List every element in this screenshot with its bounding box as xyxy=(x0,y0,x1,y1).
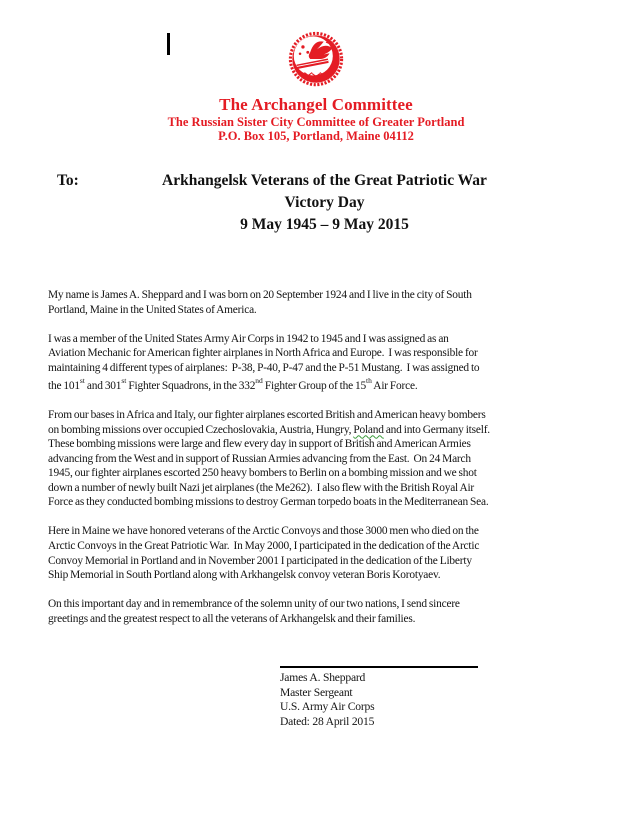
recipient-block xyxy=(57,170,592,235)
body-line xyxy=(48,539,600,554)
signature-date: Dated: 28 April 2015 xyxy=(280,714,375,728)
body-line xyxy=(48,568,600,583)
text-segment: 1945, our fighter airplanes escorted 250 heavy bombers to Berlin on a bombing mission and we shot xyxy=(48,467,477,480)
body-line xyxy=(48,288,600,303)
body-line xyxy=(48,332,600,347)
body-line xyxy=(48,495,600,510)
recipient-line-2: Victory Day xyxy=(284,193,365,211)
paragraph xyxy=(48,524,600,582)
text-segment: Arctic Convoys in the Great Patriotic War. In May 2000, I participated in the dedication of the Arctic xyxy=(48,539,480,552)
text-segment: From our bases in Africa and Italy, our fighter airplanes escorted British and American heavy bombers xyxy=(48,409,486,422)
body-line xyxy=(48,466,600,481)
body-line xyxy=(48,303,600,318)
organization-title: The Archangel Committee xyxy=(219,95,413,114)
text-segment: Aviation Mechanic for American fighter airplanes in North Africa and Europe. I was responsible for xyxy=(48,347,478,360)
text-segment: Force as they conducted bombing missions to destroy German torpedo boats in the Mediterranean Sea. xyxy=(48,496,489,509)
text-segment: and into Germany itself. xyxy=(383,423,490,436)
text-segment: On this important day and in remembrance of the solemn unity of our two nations, I send sincere xyxy=(48,598,460,611)
text-segment: Here in Maine we have honored veterans of the Arctic Convoys and those 3000 men who died on the xyxy=(48,525,479,538)
recipient-line-3: 9 May 1945 – 9 May 2015 xyxy=(240,215,409,233)
paragraph xyxy=(48,408,600,510)
body-line xyxy=(48,554,600,569)
text-segment: Fighter Squadrons, in the 332 xyxy=(126,380,256,393)
signatory-rank: Master Sergeant xyxy=(280,685,353,699)
text-segment: on bombing missions over occupied Czechoslovakia, Austria, Hungry, xyxy=(48,423,354,436)
text-segment: Fighter Group of the 15 xyxy=(262,380,367,393)
text-segment: My name is James A. Sheppard and I was born on 20 September 1924 and I live in the city of South xyxy=(48,289,472,301)
text-segment: These bombing missions were large and flew every day in support of British and American Armies xyxy=(48,438,471,451)
signatory-service: U.S. Army Air Corps xyxy=(280,700,375,714)
body-line xyxy=(48,346,600,361)
body-line xyxy=(48,423,600,438)
letterhead xyxy=(0,29,632,143)
arkhangelsk-seal-icon xyxy=(287,29,345,91)
body-line xyxy=(48,452,600,467)
text-segment: Portland, Maine in the United States of America. xyxy=(48,303,257,316)
text-segment: advancing from the West and in support of Russian Armies advancing from the East. On 24 March xyxy=(48,452,471,465)
text-segment: Ship Memorial in South Portland along with Arkhangelsk convoy veteran Boris Korotyaev. xyxy=(48,569,441,582)
letter-body xyxy=(48,288,600,641)
body-line xyxy=(48,597,600,612)
text-segment: maintaining 4 different types of airplanes: P-38, P-40, P-47 and the P-51 Mustang. I was assigned to xyxy=(48,361,480,374)
body-line xyxy=(48,524,600,539)
text-segment: down a number of newly built Nazi jet airplanes (the Me262). I also flew with the British Royal Air xyxy=(48,481,475,494)
text-segment: nd xyxy=(255,376,263,386)
text-segment: greetings and the greatest respect to all the veterans of Arkhangelsk and their families. xyxy=(48,612,416,625)
paragraph xyxy=(48,288,600,317)
paragraph xyxy=(48,597,600,626)
body-line xyxy=(48,481,600,496)
grammar-flagged-word: Poland xyxy=(353,423,384,436)
body-line xyxy=(48,408,600,423)
text-segment: Air Force. xyxy=(371,380,418,393)
body-line xyxy=(48,375,600,393)
text-segment: st xyxy=(79,376,85,386)
text-segment: and 301 xyxy=(84,380,122,393)
text-segment: Convoy Memorial in Portland and in November 2001 I participated in the dedication of the Liberty xyxy=(48,554,472,567)
organization-subtitle: The Russian Sister City Committee of Greater Portland xyxy=(167,115,465,129)
organization-address: P.O. Box 105, Portland, Maine 04112 xyxy=(218,129,414,143)
signature-block xyxy=(280,666,478,729)
text-segment: I was a member of the United States Army Air Corps in 1942 to 1945 and I was assigned as an xyxy=(48,332,449,345)
body-line xyxy=(48,612,600,627)
to-label: To: xyxy=(57,172,79,189)
body-line xyxy=(48,361,600,376)
recipient-line-1: Arkhangelsk Veterans of the Great Patriotic War xyxy=(162,172,487,189)
body-line xyxy=(48,437,600,452)
signature-line xyxy=(280,666,478,668)
text-segment: the 101 xyxy=(48,380,80,393)
text-segment: st xyxy=(121,376,127,386)
signatory-name: James A. Sheppard xyxy=(280,671,366,684)
paragraph xyxy=(48,332,600,394)
text-segment: th xyxy=(366,376,372,386)
